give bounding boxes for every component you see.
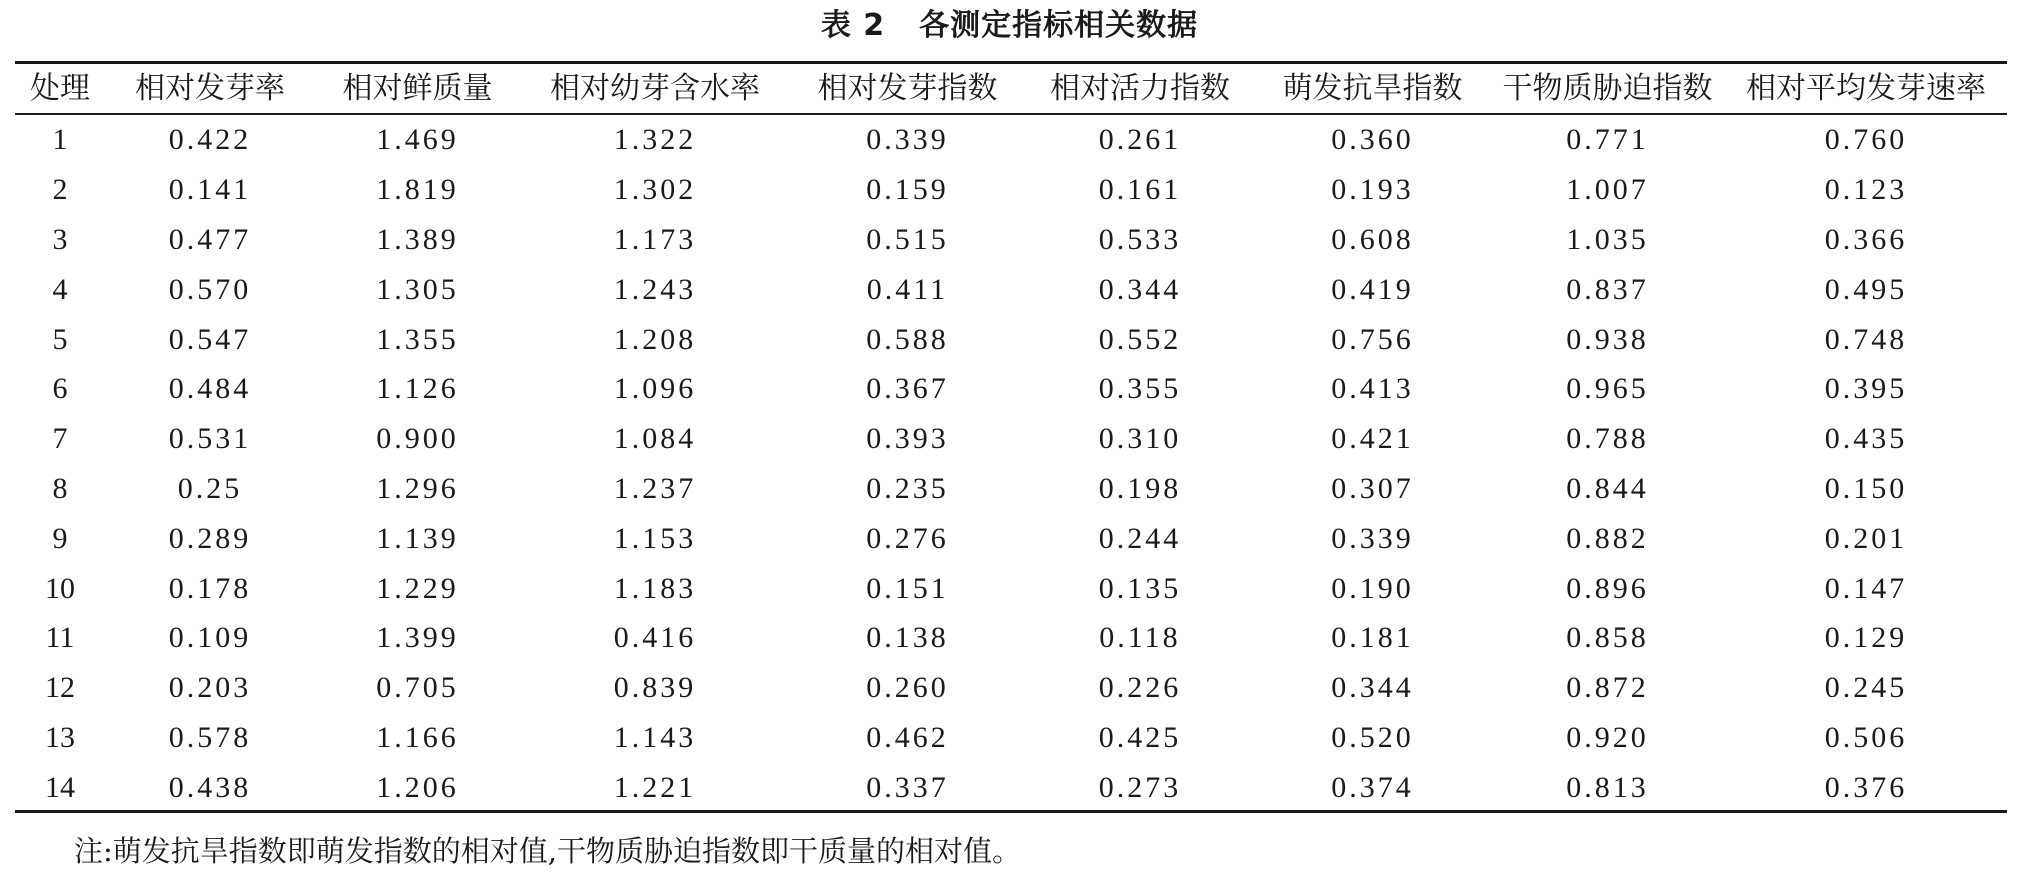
value-cell: 1.007 bbox=[1566, 173, 1649, 207]
value-cell: 0.435 bbox=[1824, 422, 1908, 456]
value-cell: 0.393 bbox=[866, 422, 949, 456]
treatment-cell: 13 bbox=[45, 720, 75, 754]
table-row bbox=[15, 364, 2007, 414]
value-cell: 0.337 bbox=[866, 770, 949, 804]
table-row bbox=[15, 264, 2007, 314]
value-cell: 0.416 bbox=[613, 621, 697, 655]
value-cell: 0.422 bbox=[168, 123, 252, 157]
value-cell: 0.366 bbox=[1824, 222, 1908, 256]
value-cell: 0.118 bbox=[1099, 621, 1181, 655]
value-cell: 0.484 bbox=[168, 372, 252, 406]
value-cell: 0.570 bbox=[168, 272, 252, 306]
value-cell: 0.376 bbox=[1824, 770, 1908, 804]
value-cell: 1.221 bbox=[613, 770, 697, 804]
value-cell: 0.374 bbox=[1331, 770, 1414, 804]
value-cell: 0.151 bbox=[866, 571, 949, 605]
treatment-cell: 4 bbox=[52, 272, 68, 306]
value-cell: 0.109 bbox=[168, 621, 252, 655]
value-cell: 0.339 bbox=[866, 123, 949, 157]
value-cell: 1.153 bbox=[613, 521, 697, 555]
value-cell: 0.123 bbox=[1824, 173, 1908, 207]
value-cell: 0.276 bbox=[866, 521, 949, 555]
value-cell: 0.520 bbox=[1331, 720, 1414, 754]
value-cell: 0.190 bbox=[1331, 571, 1414, 605]
value-cell: 0.413 bbox=[1331, 372, 1414, 406]
value-cell: 0.844 bbox=[1566, 471, 1649, 505]
value-cell: 1.322 bbox=[613, 123, 697, 157]
value-cell: 0.419 bbox=[1331, 272, 1414, 306]
value-cell: 0.161 bbox=[1098, 173, 1182, 207]
value-cell: 0.588 bbox=[866, 322, 949, 356]
value-cell: 0.608 bbox=[1331, 222, 1414, 256]
value-cell: 0.771 bbox=[1566, 123, 1649, 157]
table-header-row bbox=[15, 64, 2007, 114]
value-cell: 0.150 bbox=[1824, 471, 1908, 505]
treatment-cell: 10 bbox=[45, 571, 75, 605]
value-cell: 0.938 bbox=[1566, 322, 1649, 356]
value-cell: 0.965 bbox=[1566, 372, 1649, 406]
value-cell: 1.243 bbox=[613, 272, 697, 306]
treatment-cell: 9 bbox=[52, 521, 68, 555]
value-cell: 0.178 bbox=[168, 571, 252, 605]
treatment-cell: 11 bbox=[45, 621, 75, 655]
value-cell: 0.193 bbox=[1331, 173, 1414, 207]
value-cell: 0.226 bbox=[1098, 671, 1182, 705]
treatment-cell: 12 bbox=[45, 671, 75, 705]
table-caption bbox=[0, 6, 2019, 46]
value-cell: 0.531 bbox=[168, 422, 252, 456]
value-cell: 0.235 bbox=[866, 471, 949, 505]
value-cell: 0.141 bbox=[168, 173, 252, 207]
value-cell: 0.129 bbox=[1824, 621, 1908, 655]
value-cell: 0.135 bbox=[1098, 571, 1182, 605]
column-header: 相对活力指数 bbox=[1050, 71, 1230, 106]
value-cell: 0.307 bbox=[1331, 471, 1414, 505]
value-cell: 0.310 bbox=[1098, 422, 1182, 456]
value-cell: 0.839 bbox=[613, 671, 697, 705]
value-cell: 1.819 bbox=[376, 173, 459, 207]
value-cell: 0.748 bbox=[1824, 322, 1908, 356]
value-cell: 0.837 bbox=[1566, 272, 1649, 306]
value-cell: 0.344 bbox=[1098, 272, 1182, 306]
value-cell: 0.506 bbox=[1824, 720, 1908, 754]
value-cell: 1.183 bbox=[613, 571, 697, 605]
treatment-cell: 2 bbox=[52, 173, 68, 207]
column-header: 相对鲜质量 bbox=[342, 71, 493, 106]
value-cell: 0.360 bbox=[1331, 123, 1414, 157]
column-header: 萌发抗旱指数 bbox=[1282, 71, 1463, 106]
value-cell: 1.302 bbox=[613, 173, 697, 207]
column-header: 相对发芽指数 bbox=[817, 71, 998, 106]
column-header: 相对发芽率 bbox=[135, 71, 285, 106]
value-cell: 0.760 bbox=[1824, 123, 1908, 157]
table-body bbox=[15, 114, 2007, 812]
value-cell: 0.425 bbox=[1098, 720, 1182, 754]
value-cell: 0.813 bbox=[1566, 770, 1649, 804]
value-cell: 1.035 bbox=[1566, 222, 1649, 256]
value-cell: 0.245 bbox=[1824, 671, 1908, 705]
value-cell: 1.469 bbox=[376, 123, 459, 157]
value-cell: 0.261 bbox=[1098, 123, 1182, 157]
value-cell: 1.126 bbox=[376, 372, 459, 406]
table-row bbox=[15, 215, 2007, 265]
value-cell: 0.705 bbox=[376, 671, 459, 705]
value-cell: 1.237 bbox=[613, 471, 697, 505]
value-cell: 1.096 bbox=[613, 372, 697, 406]
value-cell: 0.355 bbox=[1098, 372, 1182, 406]
treatment-cell: 6 bbox=[52, 372, 68, 406]
table-number: 表 2 bbox=[820, 8, 886, 43]
treatment-cell: 8 bbox=[52, 471, 68, 505]
value-cell: 0.920 bbox=[1566, 720, 1649, 754]
treatment-cell: 1 bbox=[52, 123, 68, 157]
value-cell: 0.201 bbox=[1824, 521, 1908, 555]
value-cell: 0.289 bbox=[168, 521, 252, 555]
value-cell: 0.533 bbox=[1098, 222, 1182, 256]
table-row bbox=[15, 713, 2007, 763]
value-cell: 0.411 bbox=[866, 272, 949, 306]
column-header: 相对幼芽含水率 bbox=[550, 71, 760, 106]
value-cell: 1.355 bbox=[376, 322, 459, 356]
table-row bbox=[15, 613, 2007, 663]
value-cell: 0.147 bbox=[1824, 571, 1908, 605]
value-cell: 0.244 bbox=[1098, 521, 1182, 555]
value-cell: 1.173 bbox=[613, 222, 697, 256]
value-cell: 0.198 bbox=[1098, 471, 1182, 505]
table-row bbox=[15, 563, 2007, 613]
table-row bbox=[15, 663, 2007, 713]
value-cell: 0.344 bbox=[1331, 671, 1414, 705]
table-row bbox=[15, 165, 2007, 215]
value-cell: 1.399 bbox=[376, 621, 459, 655]
column-header: 相对平均发芽速率 bbox=[1746, 71, 1986, 106]
value-cell: 0.900 bbox=[376, 422, 459, 456]
value-cell: 1.208 bbox=[613, 322, 697, 356]
value-cell: 0.756 bbox=[1331, 322, 1414, 356]
value-cell: 0.138 bbox=[866, 621, 949, 655]
table-note: 注:萌发抗旱指数即萌发指数的相对值,干物质胁迫指数即干质量的相对值。 bbox=[74, 834, 1021, 868]
value-cell: 0.273 bbox=[1098, 770, 1182, 804]
value-cell: 0.260 bbox=[866, 671, 949, 705]
value-cell: 0.515 bbox=[866, 222, 949, 256]
value-cell: 0.438 bbox=[168, 770, 252, 804]
table-row bbox=[15, 414, 2007, 464]
treatment-cell: 5 bbox=[52, 322, 68, 356]
treatment-cell: 3 bbox=[52, 222, 68, 256]
table-row bbox=[15, 114, 2007, 165]
value-cell: 1.305 bbox=[376, 272, 459, 306]
table-row bbox=[15, 314, 2007, 364]
value-cell: 1.166 bbox=[376, 720, 459, 754]
value-cell: 0.872 bbox=[1566, 671, 1649, 705]
value-cell: 0.395 bbox=[1824, 372, 1908, 406]
value-cell: 0.367 bbox=[866, 372, 949, 406]
value-cell: 0.788 bbox=[1566, 422, 1649, 456]
table-row bbox=[15, 762, 2007, 812]
value-cell: 0.578 bbox=[168, 720, 252, 754]
value-cell: 1.296 bbox=[376, 471, 459, 505]
value-cell: 1.143 bbox=[613, 720, 697, 754]
treatment-cell: 14 bbox=[45, 770, 75, 804]
value-cell: 0.181 bbox=[1331, 621, 1414, 655]
value-cell: 0.477 bbox=[168, 222, 252, 256]
value-cell: 1.389 bbox=[376, 222, 459, 256]
value-cell: 1.206 bbox=[376, 770, 459, 804]
value-cell: 0.339 bbox=[1331, 521, 1414, 555]
value-cell: 1.084 bbox=[613, 422, 697, 456]
value-cell: 0.421 bbox=[1331, 422, 1414, 456]
value-cell: 0.159 bbox=[866, 173, 949, 207]
treatment-cell: 7 bbox=[52, 422, 68, 456]
table-title: 各测定指标相关数据 bbox=[919, 8, 1199, 43]
value-cell: 0.203 bbox=[168, 671, 252, 705]
value-cell: 0.495 bbox=[1824, 272, 1908, 306]
value-cell: 0.25 bbox=[177, 471, 243, 505]
value-cell: 1.139 bbox=[376, 521, 459, 555]
value-cell: 0.462 bbox=[866, 720, 949, 754]
value-cell: 0.547 bbox=[168, 322, 252, 356]
table-row bbox=[15, 464, 2007, 514]
data-table bbox=[15, 64, 2007, 812]
column-header: 干物质胁迫指数 bbox=[1502, 71, 1713, 106]
value-cell: 0.882 bbox=[1566, 521, 1649, 555]
value-cell: 0.858 bbox=[1566, 621, 1649, 655]
value-cell: 1.229 bbox=[376, 571, 459, 605]
value-cell: 0.896 bbox=[1566, 571, 1649, 605]
value-cell: 0.552 bbox=[1098, 322, 1182, 356]
column-header: 处理 bbox=[30, 71, 90, 106]
table-row bbox=[15, 513, 2007, 563]
